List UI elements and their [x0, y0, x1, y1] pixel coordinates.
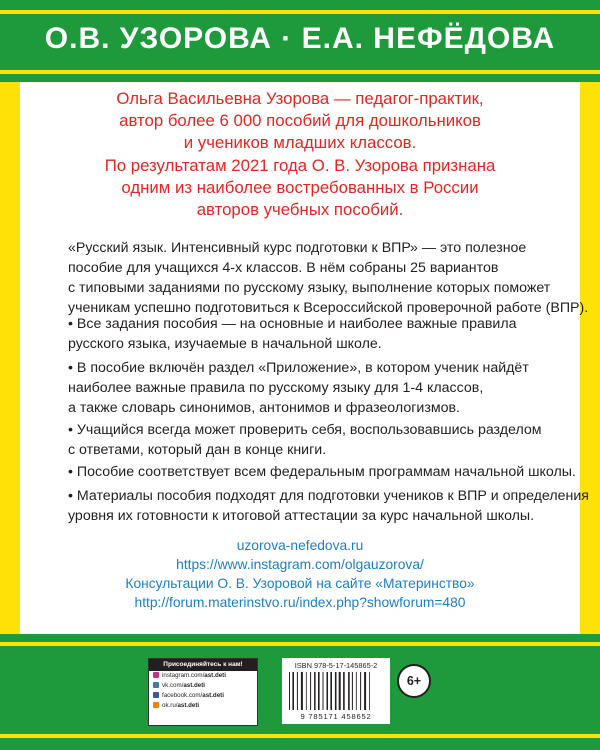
social-prefix: instagram.com/ [162, 672, 205, 679]
desc-line: • Все задания пособия — на основные и наиболее важные правила [68, 316, 517, 332]
bio-line: По результатам 2021 года О. В. Узорова признана [104, 155, 496, 175]
bullet-item [68, 358, 578, 418]
bio-line: автор более 6 000 пособий для дошкольников [119, 111, 481, 131]
desc-line: «Русский язык. Интенсивный курс подготовки к ВПР» — это полезное [68, 240, 527, 256]
author-bio [20, 88, 580, 221]
bio-line: одним из наиболее востребованных в России [121, 177, 479, 197]
barcode-bar [335, 672, 337, 710]
header-stripe-bottom [0, 70, 600, 74]
desc-line: наиболее важные правила по русскому языку для 1-4 классов, [68, 380, 484, 396]
barcode-bar [301, 672, 303, 710]
bottom-stripe-top [0, 642, 600, 646]
site-link[interactable]: uzorova-nefedova.ru [236, 538, 364, 553]
instagram-icon [153, 672, 159, 678]
desc-line: • Пособие соответствует всем федеральным программам начальной школы. [68, 464, 576, 480]
desc-line: с типовыми заданиями по русскому языку, выполнение которых поможет [68, 280, 551, 296]
barcode-bar [314, 672, 316, 710]
bio-line: Ольга Васильевна Узорова — педагог-практик, [116, 89, 484, 108]
social-row-vk[interactable] [149, 681, 257, 691]
barcode-bar [348, 672, 350, 710]
desc-line: пособие для учащихся 4-х классов. В нём собраны 25 вариантов [68, 260, 499, 276]
social-prefix: facebook.com/ [162, 692, 203, 699]
social-row-ok[interactable] [149, 701, 257, 711]
ok-icon [153, 702, 159, 708]
isbn-label: ISBN 978-5-17-145865-2 [294, 661, 378, 670]
bottom-stripe-bottom [0, 734, 600, 738]
social-handle: ast.deti [202, 692, 224, 699]
barcode-bar [352, 672, 353, 710]
social-heading: Присоединяйтесь к нам! [149, 659, 257, 671]
barcode-bar [356, 672, 357, 710]
desc-line: с ответами, который дан в конце книги. [68, 442, 327, 458]
header-stripe-top [0, 10, 600, 14]
content-panel [20, 82, 589, 634]
bullet-item [68, 420, 578, 460]
desc-line: ученикам успешно подготовиться к Всероссийской проверочной работе (ВПР). [68, 300, 589, 316]
desc-line: • Учащийся всегда может проверить себя, воспользовавшись разделом [68, 422, 542, 438]
barcode-bar [360, 672, 361, 710]
instagram-link[interactable]: https://www.instagram.com/olgauzorova/ [176, 557, 424, 572]
links-block [20, 536, 580, 612]
bullet-item [68, 462, 578, 482]
forum-link[interactable]: http://forum.materinstvo.ru/index.php?showforum=480 [134, 595, 466, 610]
barcode-bar [318, 672, 320, 710]
barcode-bar [297, 672, 298, 710]
vk-icon [153, 682, 159, 688]
barcode-bar [310, 672, 311, 710]
desc-line: • В пособие включён раздел «Приложение», в котором ученик найдёт [68, 360, 529, 376]
consult-text: Консультации О. В. Узоровой на сайте «Материнство» [125, 576, 475, 591]
bio-line: авторов учебных пособий. [196, 200, 404, 220]
age-rating-badge: 6+ [397, 664, 431, 698]
social-prefix: ok.ru/ [162, 702, 178, 709]
barcode-bar [292, 672, 294, 710]
social-handle: ast.deti [183, 682, 205, 689]
social-box [148, 658, 258, 726]
social-handle: ast.deti [204, 672, 226, 679]
header-band [0, 0, 600, 82]
isbn-box [282, 658, 390, 724]
barcode-bar [330, 672, 332, 710]
barcode [288, 672, 384, 710]
social-prefix: vk.com/ [162, 682, 184, 689]
bio-line: и учеников младших классов. [183, 133, 417, 153]
barcode-bar [343, 672, 345, 710]
social-row-facebook[interactable] [149, 691, 257, 701]
desc-line: русского языка, изучаемые в начальной школе. [68, 336, 382, 352]
bullet-item [68, 486, 589, 526]
desc-line: • Материалы пособия подходят для подготовки учеников к ВПР и определения [68, 488, 589, 504]
social-row-instagram[interactable] [149, 671, 257, 681]
facebook-icon [153, 692, 159, 698]
social-handle: ast.deti [177, 702, 200, 709]
isbn-number: 9 785171 458652 [300, 712, 372, 721]
barcode-bar [339, 672, 341, 710]
authors-title: О.В. УЗОРОВА · Е.А. НЕФЁДОВА [44, 22, 556, 55]
bullet-item [68, 314, 578, 354]
intro-paragraph [68, 238, 589, 318]
barcode-bar [289, 672, 290, 710]
barcode-bar [306, 672, 307, 710]
barcode-bar [327, 672, 329, 710]
barcode-bar [364, 672, 366, 710]
barcode-bar [323, 672, 324, 710]
desc-line: уровня их готовности к итоговой аттестации за курс начальной школы. [68, 508, 535, 524]
desc-line: а также словарь синонимов, антонимов и фразеологизмов. [68, 400, 460, 416]
barcode-bar [369, 672, 370, 710]
